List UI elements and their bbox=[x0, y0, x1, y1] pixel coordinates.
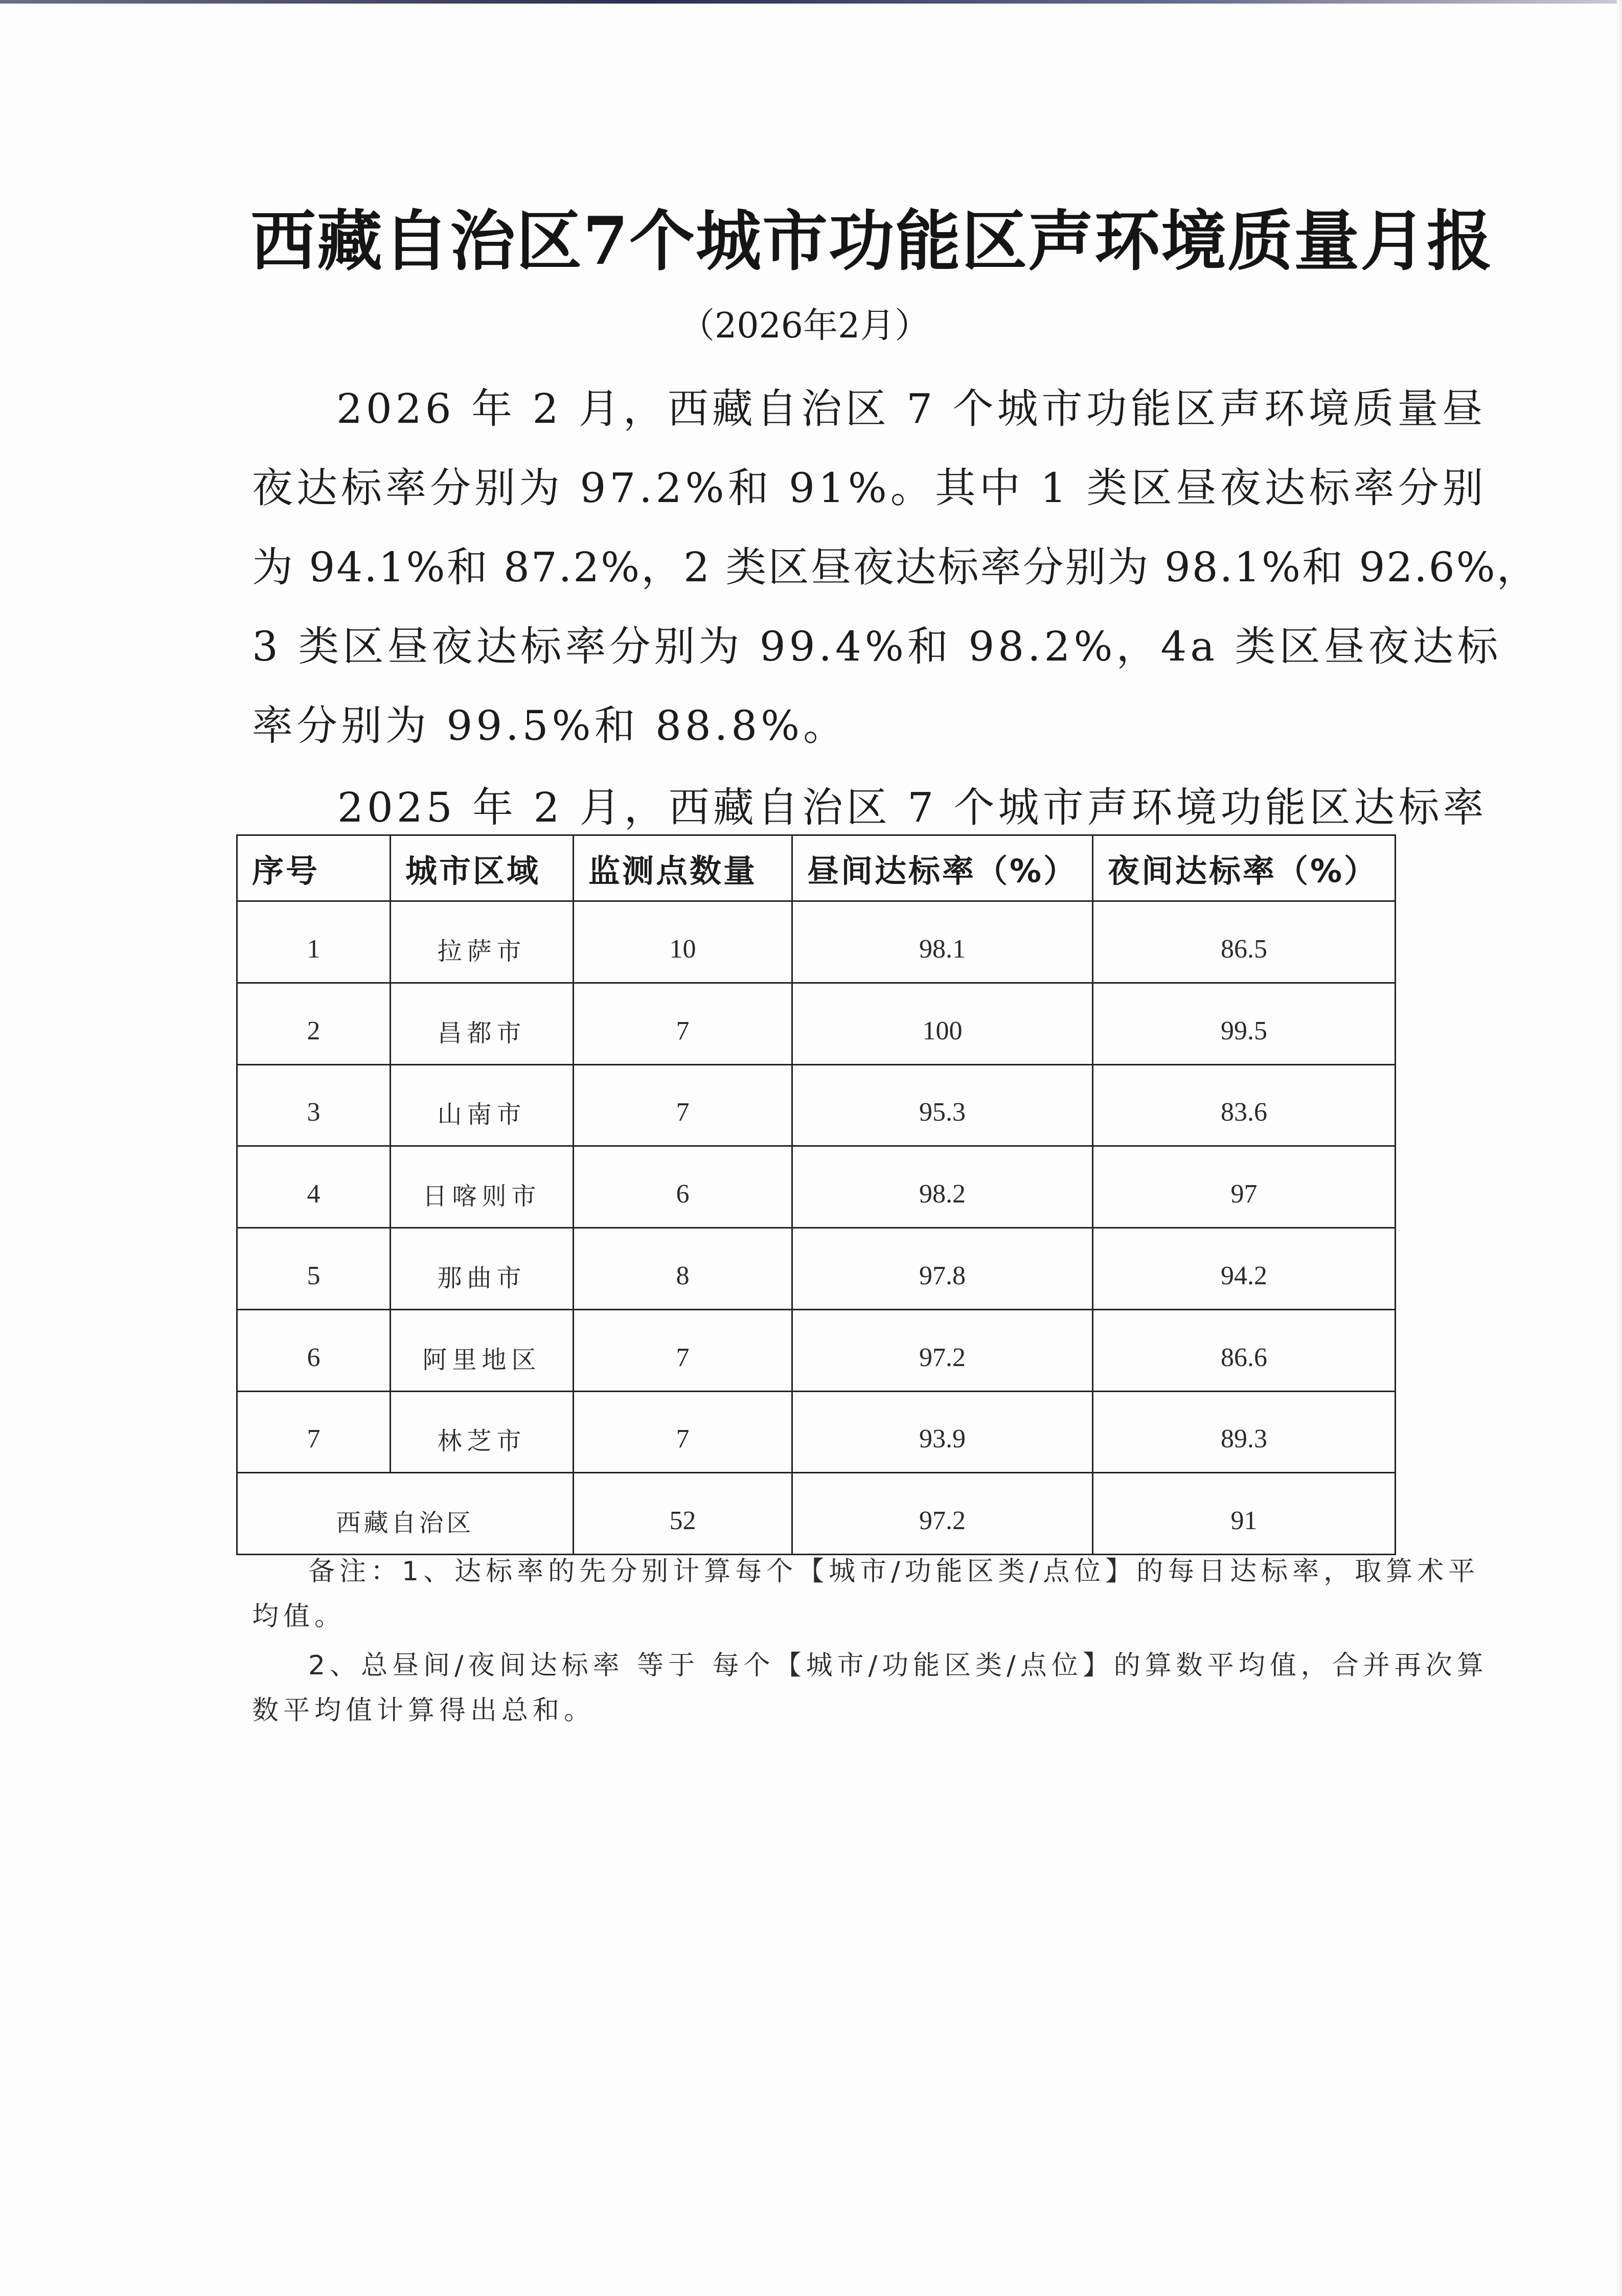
header-day-rate: 昼间达标率（%） bbox=[792, 835, 1093, 901]
summary-line: 为 94.1%和 87.2%，2 类区昼夜达标率分别为 98.1%和 92.6%， bbox=[252, 543, 1539, 591]
cell-day-rate: 95.3 bbox=[792, 1064, 1093, 1146]
header-night-rate: 夜间达标率（%） bbox=[1093, 835, 1396, 901]
cell-day-rate: 97.2 bbox=[792, 1309, 1093, 1391]
header-no: 序号 bbox=[237, 835, 391, 901]
cell-night-rate: 86.6 bbox=[1093, 1309, 1396, 1391]
cell-night-rate: 94.2 bbox=[1093, 1228, 1396, 1310]
table-row bbox=[237, 1309, 1396, 1391]
cell-points: 7 bbox=[574, 983, 792, 1064]
table-header-row bbox=[237, 835, 1396, 901]
scan-edge-right bbox=[1617, 0, 1622, 2296]
cell-city: 阿里地区 bbox=[391, 1309, 574, 1391]
cell-points: 10 bbox=[574, 901, 792, 983]
table-intro-line: 2025 年 2 月，西藏自治区 7 个城市声环境功能区达标率 bbox=[337, 784, 1488, 831]
table-row bbox=[237, 1064, 1396, 1146]
cell-points: 8 bbox=[574, 1228, 792, 1310]
cell-day-rate: 98.2 bbox=[792, 1146, 1093, 1228]
cell-day-rate: 98.1 bbox=[792, 901, 1093, 983]
cell-city: 林芝市 bbox=[391, 1391, 574, 1473]
cell-city: 昌都市 bbox=[391, 983, 574, 1064]
cell-points: 6 bbox=[574, 1146, 792, 1228]
table-row bbox=[237, 901, 1396, 983]
scan-edge-top bbox=[0, 0, 1622, 4]
cell-day-rate: 100 bbox=[792, 983, 1093, 1064]
summary-paragraph bbox=[252, 369, 1539, 765]
header-city: 城市区域 bbox=[391, 835, 574, 901]
cell-day-rate: 93.9 bbox=[792, 1391, 1093, 1473]
cell-total-night-rate: 91 bbox=[1093, 1473, 1396, 1555]
cell-total-label: 西藏自治区 bbox=[237, 1473, 574, 1555]
cell-total-day-rate: 97.2 bbox=[792, 1473, 1093, 1555]
note-2-line-2: 数平均值计算得出总和。 bbox=[252, 1695, 596, 1726]
table-total-row bbox=[237, 1473, 1396, 1555]
header-points: 监测点数量 bbox=[574, 835, 792, 901]
cell-day-rate: 97.8 bbox=[792, 1228, 1093, 1310]
cell-total-points: 52 bbox=[574, 1473, 792, 1555]
table-row bbox=[237, 1146, 1396, 1228]
cell-night-rate: 86.5 bbox=[1093, 901, 1396, 983]
summary-line: 夜达标率分别为 97.2%和 91%。其中 1 类区昼夜达标率分别 bbox=[252, 464, 1487, 512]
table-row bbox=[237, 983, 1396, 1064]
cell-night-rate: 97 bbox=[1093, 1146, 1396, 1228]
cell-no: 3 bbox=[237, 1064, 391, 1146]
cell-no: 4 bbox=[237, 1146, 391, 1228]
cell-city: 日喀则市 bbox=[391, 1146, 574, 1228]
cell-city: 那曲市 bbox=[391, 1228, 574, 1310]
cell-points: 7 bbox=[574, 1064, 792, 1146]
note-1-line-1: 备注：1、达标率的先分别计算每个【城市/功能区类/点位】的每日达标率，取算术平 bbox=[308, 1556, 1480, 1587]
table-notes bbox=[252, 1549, 1488, 1733]
note-2-line-1: 2、总昼间/夜间达标率 等于 每个【城市/功能区类/点位】的算数平均值，合并再次算 bbox=[308, 1650, 1488, 1681]
compliance-table bbox=[236, 834, 1396, 1555]
summary-line: 率分别为 99.5%和 88.8%。 bbox=[252, 702, 848, 749]
cell-no: 5 bbox=[237, 1228, 391, 1310]
summary-line: 3 类区昼夜达标率分别为 99.4%和 98.2%，4a 类区昼夜达标 bbox=[252, 623, 1502, 670]
document-title: 西藏自治区7个城市功能区声环境质量月报 bbox=[250, 203, 1494, 280]
cell-night-rate: 99.5 bbox=[1093, 983, 1396, 1064]
table-row bbox=[237, 1228, 1396, 1310]
cell-night-rate: 89.3 bbox=[1093, 1391, 1396, 1473]
document-subtitle: （2026年2月） bbox=[680, 306, 930, 346]
table-row bbox=[237, 1391, 1396, 1473]
cell-night-rate: 83.6 bbox=[1093, 1064, 1396, 1146]
cell-city: 山南市 bbox=[391, 1064, 574, 1146]
cell-no: 1 bbox=[237, 901, 391, 983]
cell-points: 7 bbox=[574, 1309, 792, 1391]
note-1-line-2: 均值。 bbox=[252, 1601, 346, 1632]
cell-no: 6 bbox=[237, 1309, 391, 1391]
cell-points: 7 bbox=[574, 1391, 792, 1473]
cell-no: 2 bbox=[237, 983, 391, 1064]
cell-city: 拉萨市 bbox=[391, 901, 574, 983]
summary-line: 2026 年 2 月，西藏自治区 7 个城市功能区声环境质量昼 bbox=[336, 385, 1487, 433]
cell-no: 7 bbox=[237, 1391, 391, 1473]
